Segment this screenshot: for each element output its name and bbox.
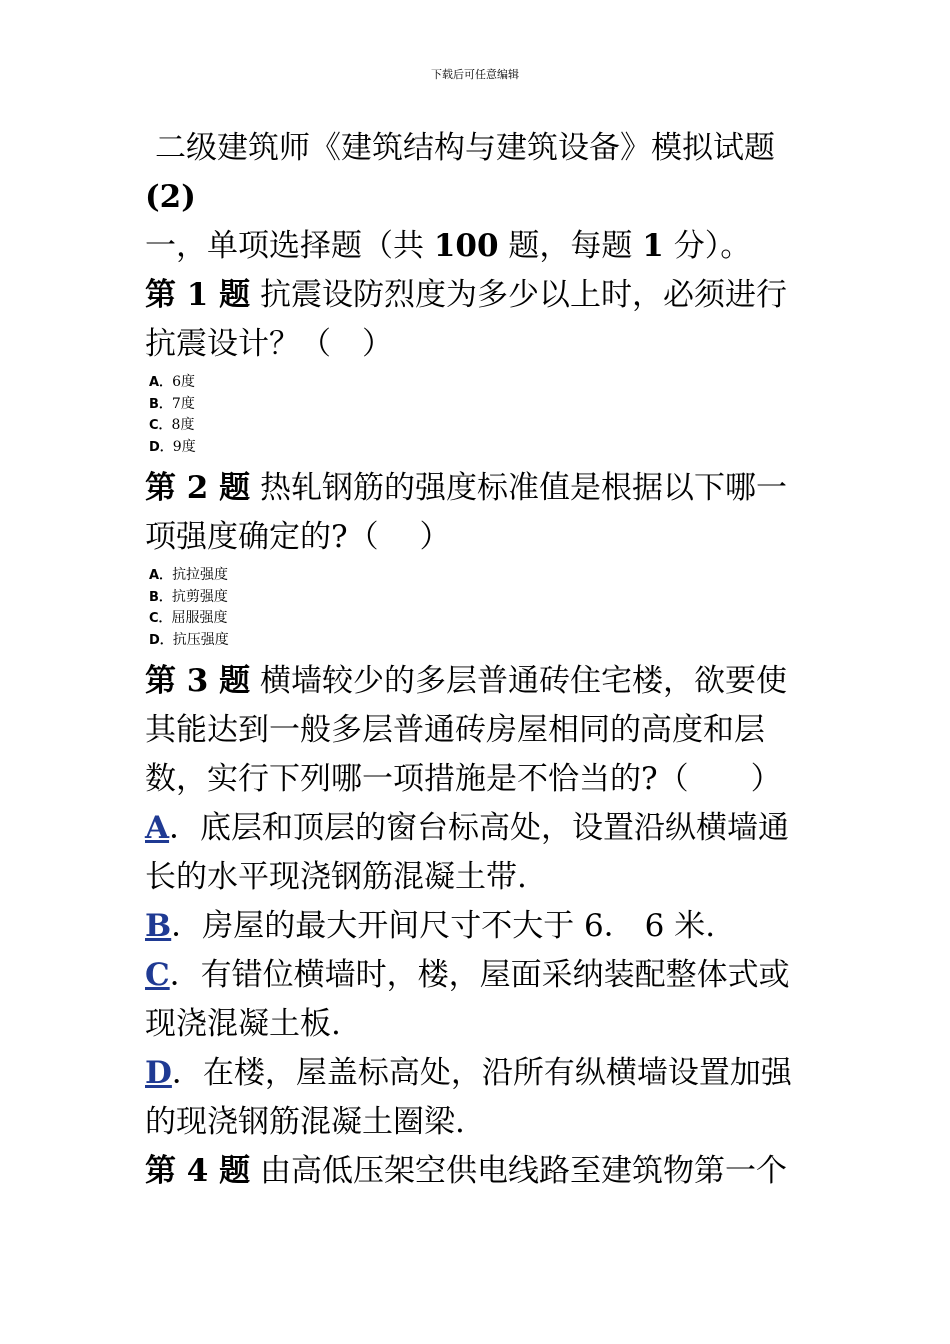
question-3-option-d-line2: 的现浇钢筋混凝土圈梁.: [145, 1104, 465, 1140]
question-1-options: [149, 372, 810, 458]
document-body: [145, 124, 810, 1196]
section-count: 100: [433, 228, 499, 264]
option-label: A．: [149, 568, 173, 583]
option-d-link[interactable]: D: [145, 1055, 172, 1091]
question-3-option-c: [145, 951, 810, 1000]
question-3-text: 横墙较少的多层普通砖住宅楼，欲要使: [250, 663, 788, 699]
question-3-option-c-line2: 现浇混凝土板.: [145, 1006, 341, 1042]
option-d-text: ．在楼，屋盖标高处，沿所有纵横墙设置加强: [171, 1055, 792, 1091]
option-text: 7度: [171, 395, 195, 412]
option-b: [149, 394, 810, 416]
option-text: 8度: [171, 417, 195, 433]
option-c: [149, 415, 810, 437]
option-label: B．: [149, 589, 172, 605]
option-a: [149, 565, 810, 587]
question-3-number: 第 3 题: [145, 663, 251, 699]
option-text: 抗拉强度: [172, 567, 229, 583]
option-text: 6度: [172, 374, 195, 390]
question-3-option-d: [145, 1049, 810, 1098]
section-heading: [145, 222, 810, 271]
question-1-line2: 抗震设计？（ ）: [145, 326, 393, 362]
question-4: [145, 1147, 810, 1196]
option-label: A．: [149, 375, 173, 390]
question-2-text: 热轧钢筋的强度标准值是根据以下哪一: [250, 470, 788, 506]
page-header: 下载后可任意编辑: [431, 68, 519, 81]
doc-title-number: (2): [145, 179, 196, 215]
option-c-text: ．有错位横墙时，楼，屋面采纳装配整体式或: [169, 957, 790, 993]
doc-title-line1: 二级建筑师《建筑结构与建筑设备》模拟试题: [155, 130, 775, 166]
option-text: 抗压强度: [172, 631, 229, 648]
question-3-line2: 其能达到一般多层普通砖房屋相同的高度和层: [145, 712, 765, 748]
doc-title-line2: [145, 173, 810, 222]
question-2-number: 第 2 题: [145, 470, 251, 506]
section-score: 1: [642, 228, 664, 264]
option-a-link[interactable]: A: [145, 810, 170, 846]
option-label: B．: [149, 396, 172, 412]
option-d: [149, 630, 810, 652]
question-2-line2: 项强度确定的?（ ）: [145, 519, 451, 555]
option-a-text: ．底层和顶层的窗台标高处，设置沿纵横墙通: [169, 810, 790, 846]
question-1: [145, 271, 810, 320]
option-a: [149, 372, 810, 394]
question-3-line3: 数，实行下列哪一项措施是不恰当的?（ ）: [145, 761, 782, 797]
question-3-option-b: [145, 902, 810, 951]
option-b-link[interactable]: B: [145, 908, 172, 944]
option-label: C．: [149, 611, 172, 626]
option-b-text: ．房屋的最大开间尺寸不大于 6． 6 米.: [171, 908, 716, 944]
option-d: [149, 437, 810, 459]
question-4-number: 第 4 题: [145, 1153, 251, 1189]
option-label: C．: [149, 418, 172, 433]
option-text: 抗剪强度: [171, 588, 228, 605]
question-2-options: [149, 565, 810, 651]
section-suffix: 分）。: [663, 228, 752, 264]
question-1-number: 第 1 题: [145, 277, 251, 313]
option-text: 9度: [172, 438, 196, 455]
section-mid: 题，每题: [498, 228, 643, 264]
question-1-text: 抗震设防烈度为多少以上时，必须进行: [250, 277, 788, 313]
question-2: [145, 464, 810, 513]
question-3: [145, 657, 810, 706]
option-label: D．: [149, 632, 173, 648]
question-4-text: 由高低压架空供电线路至建筑物第一个: [250, 1153, 788, 1189]
option-text: 屈服强度: [171, 610, 228, 626]
option-c: [149, 608, 810, 630]
question-3-option-a: [145, 804, 810, 853]
section-prefix: 一，单项选择题（共: [145, 228, 434, 264]
option-c-link[interactable]: C: [145, 957, 170, 993]
option-label: D．: [149, 439, 173, 455]
question-3-option-a-line2: 长的水平现浇钢筋混凝土带.: [145, 859, 527, 895]
option-b: [149, 587, 810, 609]
